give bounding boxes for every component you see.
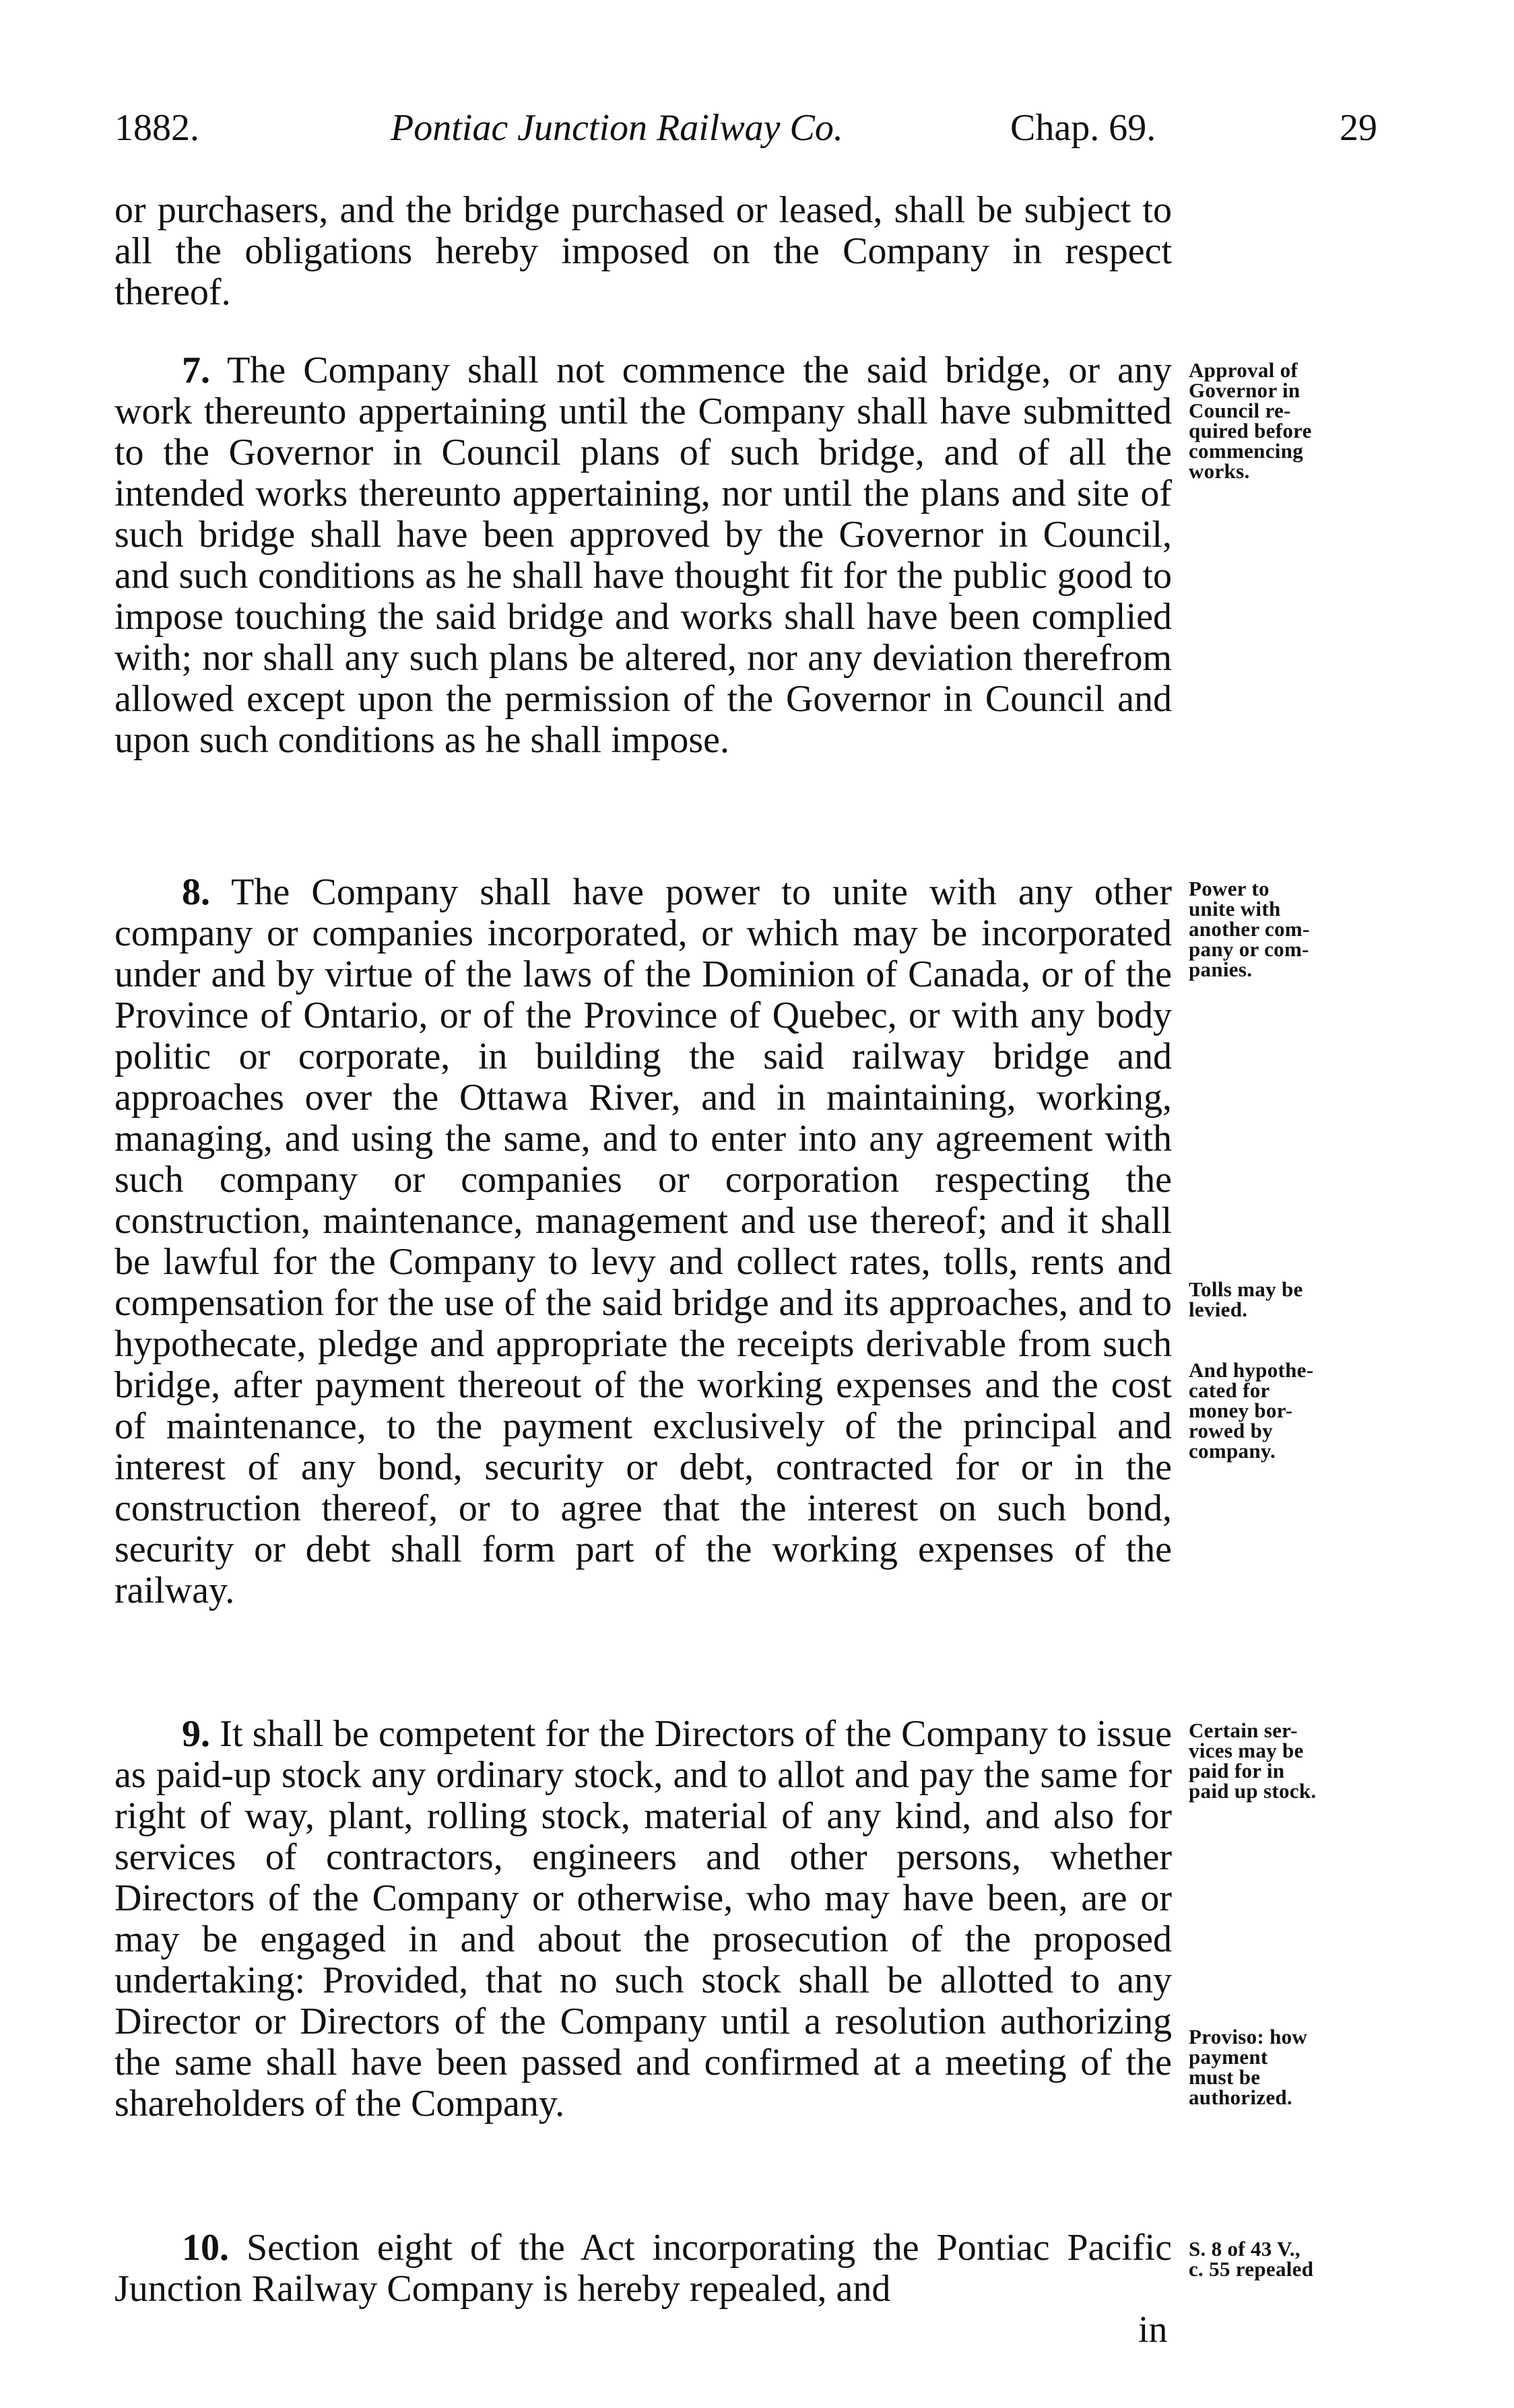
running-header	[114, 101, 1377, 155]
note-line: cated for	[1189, 1378, 1270, 1402]
section-10	[114, 2228, 1172, 2310]
margin-note-power-to-unite	[1189, 879, 1384, 980]
header-page-number: 29	[1340, 107, 1377, 149]
section-10-text: Section eight of the Act incorporating the Pontiac Pacific Junction Railway Company is hereby repealed, and	[114, 2227, 1172, 2310]
section-7-number: 7.	[182, 349, 210, 391]
note-line: levied.	[1189, 1298, 1248, 1321]
note-line: And hypothe-	[1189, 1358, 1314, 1382]
note-line: money bor-	[1189, 1399, 1293, 1422]
catchword: in	[1138, 2309, 1168, 2351]
section-10-number: 10.	[182, 2227, 229, 2269]
section-8	[114, 872, 1172, 1611]
note-line: works.	[1189, 459, 1250, 483]
note-line: panies.	[1189, 958, 1253, 981]
note-line: paid up stock.	[1189, 1779, 1317, 1803]
note-line: Power to	[1189, 877, 1270, 900]
note-line: Proviso: how	[1189, 2025, 1308, 2048]
note-line: Certain ser-	[1189, 1718, 1298, 1742]
note-line: pany or com-	[1189, 937, 1309, 961]
header-title: Pontiac Junction Railway Co.	[391, 107, 843, 149]
section-6-text: or purchasers, and the bridge purchased or leased, shall be subject to all the obligations hereby imposed on the Company in respect thereof.	[114, 189, 1172, 313]
note-line: quired before	[1189, 419, 1312, 442]
note-line: rowed by	[1189, 1419, 1273, 1442]
note-line: paid for in	[1189, 1759, 1285, 1782]
note-line: S. 8 of 43 V.,	[1189, 2237, 1301, 2261]
note-line: must be	[1189, 2065, 1261, 2089]
section-7	[114, 350, 1172, 761]
margin-note-approval	[1189, 360, 1384, 481]
section-9	[114, 1714, 1172, 2125]
section-9-text: It shall be competent for the Directors of the Company to issue as paid-up stock any ordinary stock, and to allot and pay the same for right of way, plant, rolling stock, material of any kind, and also for services of contractors, engineers and other persons, whether Directors of the Company or otherwise, who may have been, are or may be engaged in and about the prosecution of the proposed undertaking: Provided, that no such stock shall be allotted to any Director or Directors of the Company until a resolution authorizing the same shall have been passed and confirmed at a meeting of the shareholders of the Company.	[114, 1713, 1172, 2125]
note-line: company.	[1189, 1439, 1276, 1463]
margin-note-proviso	[1189, 2027, 1384, 2108]
section-8-text: The Company shall have power to unite with any other company or companies incorporated, or which may be incorporated under and by virtue of the laws of the Dominion of Canada, or of the Province of Ontario, or of the Province of Quebec, or with any body politic or corporate, in building the said railway bridge and approaches over the Ottawa River, and in maintaining, working, managing, and using the same, and to enter into any agreement with such company or companies or corporation respecting the construction, maintenance, management and use thereof; and it shall be lawful for the Company to levy and collect rates, tolls, rents and compensation for the use of the said bridge and its approaches, and to hypothecate, pledge and appropriate the receipts derivable from such bridge, after payment thereout of the working expenses and the cost of maintenance, to the payment exclusively of the principal and interest of any bond, security or debt, contracted for or in the construction thereof, or to agree that the interest on such bond, security or debt shall form part of the working expenses of the railway.	[114, 871, 1172, 1611]
header-chapter: Chap. 69.	[1010, 107, 1156, 149]
note-line: c. 55 repealed	[1189, 2257, 1314, 2281]
margin-note-repeal	[1189, 2239, 1384, 2279]
note-line: payment	[1189, 2045, 1268, 2069]
note-line: Approval of	[1189, 358, 1298, 382]
margin-note-services	[1189, 1720, 1384, 1801]
header-year: 1882.	[114, 107, 199, 149]
margin-note-tolls	[1189, 1279, 1384, 1320]
note-line: authorized.	[1189, 2085, 1292, 2109]
note-line: unite with	[1189, 897, 1281, 921]
section-9-number: 9.	[182, 1713, 210, 1755]
section-8-number: 8.	[182, 871, 210, 913]
note-line: another com-	[1189, 917, 1310, 941]
note-line: Tolls may be	[1189, 1277, 1303, 1301]
note-line: Council re-	[1189, 399, 1291, 422]
note-line: vices may be	[1189, 1739, 1304, 1762]
note-line: commencing	[1189, 439, 1304, 463]
section-6-continuation	[114, 190, 1172, 313]
margin-note-hypothecate	[1189, 1360, 1384, 1461]
section-7-text: The Company shall not commence the said bridge, or any work thereunto appertaining until the Company shall have submitted to the Governor in Council plans of such bridge, and of all the intended works thereunto appertaining, nor until the plans and site of such bridge shall have been approved by the Governor in Council, and such conditions as he shall have thought fit for the public good to impose touching the said bridge and works shall have been complied with; nor shall any such plans be altered, nor any deviation therefrom allowed except upon the permission of the Governor in Council and upon such conditions as he shall impose.	[114, 349, 1172, 761]
note-line: Governor in	[1189, 378, 1301, 402]
